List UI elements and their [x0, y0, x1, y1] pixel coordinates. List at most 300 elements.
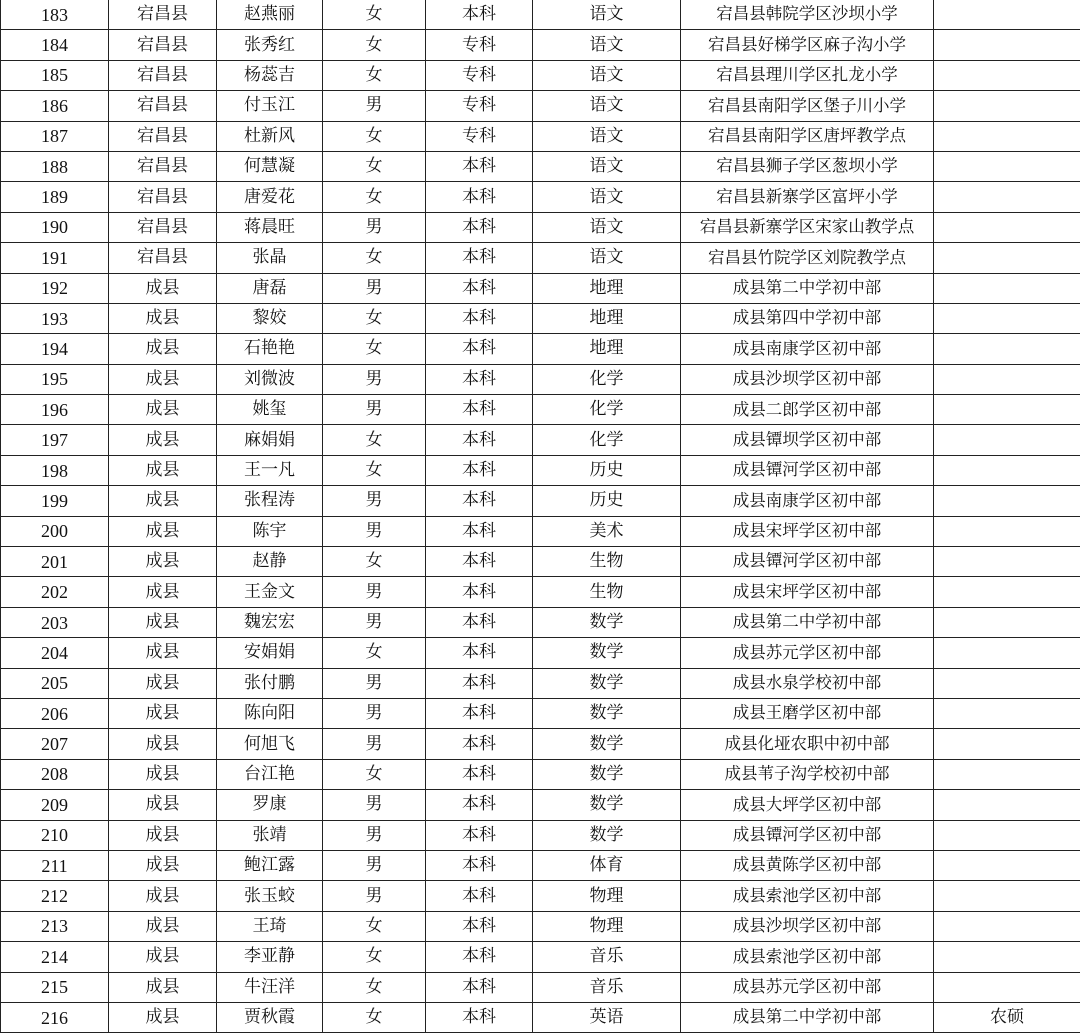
note-cell — [934, 60, 1080, 90]
degree-cell: 本科 — [426, 638, 533, 668]
row-number: 185 — [1, 60, 109, 90]
row-number: 205 — [1, 668, 109, 698]
name-cell: 张靖 — [217, 820, 323, 850]
subject-cell: 体育 — [533, 850, 681, 880]
school-cell: 宕昌县南阳学区堡子川小学 — [681, 91, 934, 121]
table-row — [1, 455, 1080, 485]
table-row — [1, 911, 1080, 941]
gender-cell: 男 — [323, 607, 426, 637]
school-cell: 成县镡河学区初中部 — [681, 547, 934, 577]
name-cell: 魏宏宏 — [217, 607, 323, 637]
table-row — [1, 1002, 1080, 1032]
name-cell: 刘微波 — [217, 364, 323, 394]
county-cell: 成县 — [109, 759, 217, 789]
school-cell: 成县苏元学区初中部 — [681, 972, 934, 1002]
degree-cell: 本科 — [426, 850, 533, 880]
subject-cell: 语文 — [533, 121, 681, 151]
note-cell — [934, 881, 1080, 911]
note-cell — [934, 212, 1080, 242]
county-cell: 宕昌县 — [109, 151, 217, 181]
school-cell: 成县二郎学区初中部 — [681, 395, 934, 425]
note-cell — [934, 790, 1080, 820]
county-cell: 成县 — [109, 668, 217, 698]
name-cell: 台江艳 — [217, 759, 323, 789]
name-cell: 张付鹏 — [217, 668, 323, 698]
subject-cell: 物理 — [533, 881, 681, 911]
subject-cell: 化学 — [533, 364, 681, 394]
table-row — [1, 60, 1080, 90]
gender-cell: 女 — [323, 547, 426, 577]
school-cell: 成县镡河学区初中部 — [681, 820, 934, 850]
county-cell: 成县 — [109, 1002, 217, 1032]
subject-cell: 数学 — [533, 729, 681, 759]
degree-cell: 本科 — [426, 0, 533, 30]
note-cell — [934, 607, 1080, 637]
subject-cell: 数学 — [533, 698, 681, 728]
gender-cell: 男 — [323, 698, 426, 728]
name-cell: 石艳艳 — [217, 334, 323, 364]
table-row — [1, 850, 1080, 880]
name-cell: 陈宇 — [217, 516, 323, 546]
school-cell: 宕昌县新寨学区宋家山教学点 — [681, 212, 934, 242]
county-cell: 成县 — [109, 881, 217, 911]
table-row — [1, 790, 1080, 820]
row-number: 192 — [1, 273, 109, 303]
name-cell: 张秀红 — [217, 30, 323, 60]
school-cell: 成县索池学区初中部 — [681, 881, 934, 911]
name-cell: 唐爱花 — [217, 182, 323, 212]
school-cell: 成县南康学区初中部 — [681, 334, 934, 364]
row-number: 197 — [1, 425, 109, 455]
gender-cell: 女 — [323, 243, 426, 273]
table-row — [1, 243, 1080, 273]
degree-cell: 本科 — [426, 790, 533, 820]
row-number: 184 — [1, 30, 109, 60]
table-row — [1, 668, 1080, 698]
county-cell: 成县 — [109, 273, 217, 303]
degree-cell: 本科 — [426, 759, 533, 789]
county-cell: 成县 — [109, 364, 217, 394]
gender-cell: 女 — [323, 334, 426, 364]
table-row — [1, 91, 1080, 121]
gender-cell: 男 — [323, 273, 426, 303]
subject-cell: 地理 — [533, 334, 681, 364]
subject-cell: 语文 — [533, 91, 681, 121]
row-number: 191 — [1, 243, 109, 273]
school-cell: 成县宋坪学区初中部 — [681, 516, 934, 546]
subject-cell: 英语 — [533, 1002, 681, 1032]
row-number: 216 — [1, 1002, 109, 1032]
table-row — [1, 820, 1080, 850]
note-cell — [934, 850, 1080, 880]
name-cell: 赵静 — [217, 547, 323, 577]
degree-cell: 本科 — [426, 607, 533, 637]
table-row — [1, 972, 1080, 1002]
gender-cell: 男 — [323, 820, 426, 850]
row-number: 211 — [1, 850, 109, 880]
table-row — [1, 577, 1080, 607]
note-cell: 农硕 — [934, 1002, 1080, 1032]
gender-cell: 男 — [323, 516, 426, 546]
gender-cell: 女 — [323, 121, 426, 151]
note-cell — [934, 698, 1080, 728]
note-cell — [934, 91, 1080, 121]
subject-cell: 语文 — [533, 151, 681, 181]
note-cell — [934, 303, 1080, 333]
subject-cell: 地理 — [533, 303, 681, 333]
row-number: 210 — [1, 820, 109, 850]
county-cell: 成县 — [109, 516, 217, 546]
degree-cell: 本科 — [426, 577, 533, 607]
county-cell: 成县 — [109, 729, 217, 759]
gender-cell: 男 — [323, 790, 426, 820]
county-cell: 成县 — [109, 577, 217, 607]
note-cell — [934, 273, 1080, 303]
note-cell — [934, 972, 1080, 1002]
table-row — [1, 547, 1080, 577]
county-cell: 宕昌县 — [109, 0, 217, 30]
county-cell: 宕昌县 — [109, 121, 217, 151]
row-number: 203 — [1, 607, 109, 637]
name-cell: 张玉蛟 — [217, 881, 323, 911]
degree-cell: 本科 — [426, 151, 533, 181]
row-number: 188 — [1, 151, 109, 181]
table-row — [1, 425, 1080, 455]
school-cell: 成县第二中学初中部 — [681, 273, 934, 303]
degree-cell: 本科 — [426, 455, 533, 485]
school-cell: 成县沙坝学区初中部 — [681, 911, 934, 941]
note-cell — [934, 455, 1080, 485]
degree-cell: 本科 — [426, 516, 533, 546]
name-cell: 陈向阳 — [217, 698, 323, 728]
subject-cell: 语文 — [533, 0, 681, 30]
school-cell: 宕昌县狮子学区葱坝小学 — [681, 151, 934, 181]
degree-cell: 本科 — [426, 243, 533, 273]
school-cell: 宕昌县新寨学区富坪小学 — [681, 182, 934, 212]
gender-cell: 男 — [323, 729, 426, 759]
gender-cell: 女 — [323, 911, 426, 941]
gender-cell: 女 — [323, 30, 426, 60]
name-cell: 赵燕丽 — [217, 0, 323, 30]
note-cell — [934, 364, 1080, 394]
subject-cell: 数学 — [533, 790, 681, 820]
degree-cell: 本科 — [426, 972, 533, 1002]
note-cell — [934, 243, 1080, 273]
subject-cell: 生物 — [533, 577, 681, 607]
county-cell: 成县 — [109, 850, 217, 880]
degree-cell: 专科 — [426, 60, 533, 90]
school-cell: 宕昌县理川学区扎龙小学 — [681, 60, 934, 90]
degree-cell: 本科 — [426, 486, 533, 516]
county-cell: 宕昌县 — [109, 243, 217, 273]
name-cell: 张程涛 — [217, 486, 323, 516]
subject-cell: 音乐 — [533, 942, 681, 972]
county-cell: 成县 — [109, 911, 217, 941]
gender-cell: 女 — [323, 60, 426, 90]
county-cell: 成县 — [109, 972, 217, 1002]
school-cell: 成县王磨学区初中部 — [681, 698, 934, 728]
table-row — [1, 516, 1080, 546]
degree-cell: 本科 — [426, 698, 533, 728]
table-row — [1, 30, 1080, 60]
name-cell: 杜新风 — [217, 121, 323, 151]
county-cell: 成县 — [109, 942, 217, 972]
school-cell: 宕昌县南阳学区唐坪教学点 — [681, 121, 934, 151]
row-number: 215 — [1, 972, 109, 1002]
county-cell: 宕昌县 — [109, 60, 217, 90]
degree-cell: 本科 — [426, 942, 533, 972]
subject-cell: 语文 — [533, 182, 681, 212]
degree-cell: 本科 — [426, 881, 533, 911]
note-cell — [934, 942, 1080, 972]
county-cell: 成县 — [109, 547, 217, 577]
gender-cell: 女 — [323, 151, 426, 181]
county-cell: 成县 — [109, 820, 217, 850]
note-cell — [934, 577, 1080, 607]
row-number: 202 — [1, 577, 109, 607]
table-body — [1, 0, 1080, 1033]
table-row — [1, 121, 1080, 151]
county-cell: 成县 — [109, 638, 217, 668]
note-cell — [934, 820, 1080, 850]
subject-cell: 美术 — [533, 516, 681, 546]
school-cell: 成县镡河学区初中部 — [681, 455, 934, 485]
school-cell: 成县第二中学初中部 — [681, 607, 934, 637]
table-row — [1, 881, 1080, 911]
school-cell: 成县索池学区初中部 — [681, 942, 934, 972]
note-cell — [934, 334, 1080, 364]
table-row — [1, 729, 1080, 759]
note-cell — [934, 30, 1080, 60]
name-cell: 唐磊 — [217, 273, 323, 303]
row-number: 187 — [1, 121, 109, 151]
county-cell: 成县 — [109, 486, 217, 516]
table-row — [1, 607, 1080, 637]
row-number: 198 — [1, 455, 109, 485]
table-row — [1, 212, 1080, 242]
degree-cell: 专科 — [426, 30, 533, 60]
name-cell: 何慧凝 — [217, 151, 323, 181]
row-number: 190 — [1, 212, 109, 242]
name-cell: 蒋晨旺 — [217, 212, 323, 242]
note-cell — [934, 911, 1080, 941]
gender-cell: 女 — [323, 303, 426, 333]
gender-cell: 女 — [323, 972, 426, 1002]
table-row — [1, 364, 1080, 394]
gender-cell: 女 — [323, 0, 426, 30]
note-cell — [934, 759, 1080, 789]
name-cell: 王一凡 — [217, 455, 323, 485]
school-cell: 成县黄陈学区初中部 — [681, 850, 934, 880]
subject-cell: 数学 — [533, 820, 681, 850]
subject-cell: 数学 — [533, 668, 681, 698]
school-cell: 宕昌县韩院学区沙坝小学 — [681, 0, 934, 30]
degree-cell: 本科 — [426, 729, 533, 759]
subject-cell: 数学 — [533, 759, 681, 789]
gender-cell: 男 — [323, 850, 426, 880]
degree-cell: 本科 — [426, 395, 533, 425]
county-cell: 成县 — [109, 698, 217, 728]
row-number: 195 — [1, 364, 109, 394]
county-cell: 宕昌县 — [109, 91, 217, 121]
note-cell — [934, 668, 1080, 698]
school-cell: 成县第二中学初中部 — [681, 1002, 934, 1032]
school-cell: 成县第四中学初中部 — [681, 303, 934, 333]
degree-cell: 专科 — [426, 121, 533, 151]
note-cell — [934, 121, 1080, 151]
name-cell: 黎姣 — [217, 303, 323, 333]
subject-cell: 历史 — [533, 486, 681, 516]
row-number: 204 — [1, 638, 109, 668]
school-cell: 成县水泉学校初中部 — [681, 668, 934, 698]
gender-cell: 男 — [323, 212, 426, 242]
row-number: 183 — [1, 0, 109, 30]
name-cell: 何旭飞 — [217, 729, 323, 759]
row-number: 214 — [1, 942, 109, 972]
degree-cell: 本科 — [426, 182, 533, 212]
subject-cell: 历史 — [533, 455, 681, 485]
degree-cell: 本科 — [426, 364, 533, 394]
subject-cell: 地理 — [533, 273, 681, 303]
school-cell: 成县苇子沟学校初中部 — [681, 759, 934, 789]
table-row — [1, 759, 1080, 789]
note-cell — [934, 729, 1080, 759]
note-cell — [934, 486, 1080, 516]
county-cell: 成县 — [109, 455, 217, 485]
gender-cell: 男 — [323, 577, 426, 607]
county-cell: 宕昌县 — [109, 182, 217, 212]
degree-cell: 本科 — [426, 668, 533, 698]
row-number: 212 — [1, 881, 109, 911]
row-number: 193 — [1, 303, 109, 333]
table-row — [1, 182, 1080, 212]
name-cell: 麻娟娟 — [217, 425, 323, 455]
name-cell: 罗康 — [217, 790, 323, 820]
school-cell: 成县宋坪学区初中部 — [681, 577, 934, 607]
subject-cell: 生物 — [533, 547, 681, 577]
gender-cell: 女 — [323, 1002, 426, 1032]
degree-cell: 本科 — [426, 1002, 533, 1032]
note-cell — [934, 638, 1080, 668]
county-cell: 成县 — [109, 790, 217, 820]
gender-cell: 女 — [323, 942, 426, 972]
school-cell: 宕昌县好梯学区麻子沟小学 — [681, 30, 934, 60]
school-cell: 成县镡坝学区初中部 — [681, 425, 934, 455]
note-cell — [934, 182, 1080, 212]
county-cell: 成县 — [109, 425, 217, 455]
row-number: 209 — [1, 790, 109, 820]
name-cell: 张晶 — [217, 243, 323, 273]
table-row — [1, 334, 1080, 364]
name-cell: 牛汪洋 — [217, 972, 323, 1002]
school-cell: 成县大坪学区初中部 — [681, 790, 934, 820]
table-row — [1, 151, 1080, 181]
note-cell — [934, 516, 1080, 546]
name-cell: 李亚静 — [217, 942, 323, 972]
note-cell — [934, 395, 1080, 425]
table-row — [1, 395, 1080, 425]
note-cell — [934, 425, 1080, 455]
degree-cell: 本科 — [426, 273, 533, 303]
note-cell — [934, 151, 1080, 181]
county-cell: 宕昌县 — [109, 30, 217, 60]
degree-cell: 专科 — [426, 91, 533, 121]
gender-cell: 女 — [323, 455, 426, 485]
name-cell: 安娟娟 — [217, 638, 323, 668]
subject-cell: 数学 — [533, 607, 681, 637]
table-row — [1, 0, 1080, 30]
subject-cell: 数学 — [533, 638, 681, 668]
gender-cell: 男 — [323, 668, 426, 698]
subject-cell: 语文 — [533, 60, 681, 90]
subject-cell: 语文 — [533, 212, 681, 242]
row-number: 213 — [1, 911, 109, 941]
row-number: 194 — [1, 334, 109, 364]
school-cell: 成县苏元学区初中部 — [681, 638, 934, 668]
row-number: 199 — [1, 486, 109, 516]
gender-cell: 女 — [323, 638, 426, 668]
table-row — [1, 273, 1080, 303]
subject-cell: 化学 — [533, 395, 681, 425]
name-cell: 杨蕊吉 — [217, 60, 323, 90]
gender-cell: 男 — [323, 91, 426, 121]
table-row — [1, 486, 1080, 516]
gender-cell: 男 — [323, 395, 426, 425]
row-number: 207 — [1, 729, 109, 759]
name-cell: 贾秋霞 — [217, 1002, 323, 1032]
subject-cell: 物理 — [533, 911, 681, 941]
degree-cell: 本科 — [426, 911, 533, 941]
row-number: 196 — [1, 395, 109, 425]
note-cell — [934, 0, 1080, 30]
row-number: 200 — [1, 516, 109, 546]
row-number: 201 — [1, 547, 109, 577]
degree-cell: 本科 — [426, 547, 533, 577]
gender-cell: 女 — [323, 759, 426, 789]
school-cell: 成县沙坝学区初中部 — [681, 364, 934, 394]
gender-cell: 女 — [323, 425, 426, 455]
county-cell: 成县 — [109, 334, 217, 364]
name-cell: 付玉江 — [217, 91, 323, 121]
county-cell: 成县 — [109, 395, 217, 425]
gender-cell: 男 — [323, 881, 426, 911]
degree-cell: 本科 — [426, 334, 533, 364]
school-cell: 成县化垭农职中初中部 — [681, 729, 934, 759]
county-cell: 宕昌县 — [109, 212, 217, 242]
county-cell: 成县 — [109, 303, 217, 333]
degree-cell: 本科 — [426, 303, 533, 333]
county-cell: 成县 — [109, 607, 217, 637]
degree-cell: 本科 — [426, 425, 533, 455]
table-row — [1, 638, 1080, 668]
table-row — [1, 942, 1080, 972]
subject-cell: 语文 — [533, 30, 681, 60]
subject-cell: 语文 — [533, 243, 681, 273]
school-cell: 成县南康学区初中部 — [681, 486, 934, 516]
name-cell: 王琦 — [217, 911, 323, 941]
table-row — [1, 303, 1080, 333]
gender-cell: 男 — [323, 364, 426, 394]
gender-cell: 男 — [323, 486, 426, 516]
school-cell: 宕昌县竹院学区刘院教学点 — [681, 243, 934, 273]
name-cell: 姚玺 — [217, 395, 323, 425]
row-number: 186 — [1, 91, 109, 121]
name-cell: 鲍江露 — [217, 850, 323, 880]
name-cell: 王金文 — [217, 577, 323, 607]
degree-cell: 本科 — [426, 820, 533, 850]
row-number: 206 — [1, 698, 109, 728]
table-row — [1, 698, 1080, 728]
